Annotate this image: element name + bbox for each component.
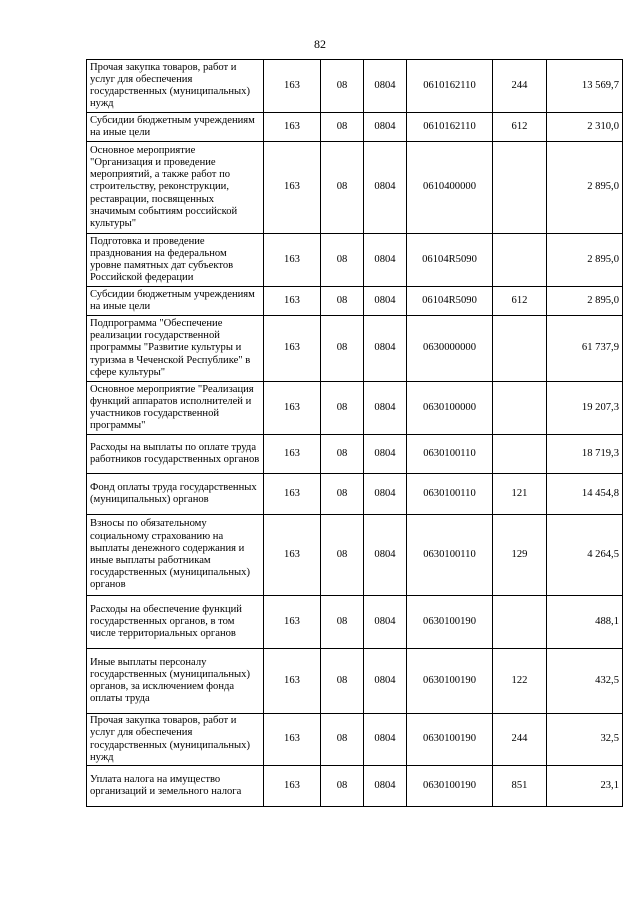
row-name: Взносы по обязательному социальному страхованию на выплаты денежного содержания и иные выплаты работникам государственных (муниципальных) органов (87, 515, 264, 596)
table-row (87, 649, 623, 714)
target-code: 0630100110 (407, 435, 493, 474)
section-code: 08 (321, 766, 364, 807)
target-code: 06104R5090 (407, 234, 493, 287)
admin-code: 163 (264, 287, 321, 316)
subsection-code: 0804 (364, 316, 407, 382)
row-name: Подготовка и проведение празднования на федеральном уровне памятных дат субъектов Российской федерации (87, 234, 264, 287)
admin-code: 163 (264, 474, 321, 515)
table-row (87, 435, 623, 474)
table-row (87, 596, 623, 649)
expense-type-code (493, 316, 547, 382)
table-row (87, 287, 623, 316)
subsection-code: 0804 (364, 60, 407, 113)
row-name: Основное мероприятие "Реализация функций аппаратов исполнителей и участников государственной программы" (87, 382, 264, 435)
amount: 61 737,9 (547, 316, 623, 382)
section-code: 08 (321, 382, 364, 435)
amount: 2 310,0 (547, 113, 623, 142)
target-code: 0630100110 (407, 515, 493, 596)
admin-code: 163 (264, 60, 321, 113)
expense-type-code (493, 596, 547, 649)
admin-code: 163 (264, 234, 321, 287)
target-code: 0630100190 (407, 714, 493, 766)
target-code: 0610162110 (407, 60, 493, 113)
admin-code: 163 (264, 316, 321, 382)
row-name: Основное мероприятие "Организация и проведение мероприятий, а также работ по строительству, реконструкции, реставрации, посвященных значимым событиям российской культуры" (87, 142, 264, 234)
target-code: 0630000000 (407, 316, 493, 382)
subsection-code: 0804 (364, 142, 407, 234)
section-code: 08 (321, 714, 364, 766)
row-name: Уплата налога на имущество организаций и земельного налога (87, 766, 264, 807)
subsection-code: 0804 (364, 474, 407, 515)
amount: 4 264,5 (547, 515, 623, 596)
admin-code: 163 (264, 113, 321, 142)
row-name: Прочая закупка товаров, работ и услуг для обеспечения государственных (муниципальных) нужд (87, 60, 264, 113)
section-code: 08 (321, 596, 364, 649)
amount: 432,5 (547, 649, 623, 714)
row-name: Расходы на обеспечение функций государственных органов, в том числе территориальных органов (87, 596, 264, 649)
admin-code: 163 (264, 714, 321, 766)
row-name: Фонд оплаты труда государственных (муниципальных) органов (87, 474, 264, 515)
subsection-code: 0804 (364, 234, 407, 287)
target-code: 0630100190 (407, 766, 493, 807)
table-row (87, 316, 623, 382)
admin-code: 163 (264, 596, 321, 649)
table-row (87, 142, 623, 234)
amount: 18 719,3 (547, 435, 623, 474)
table-row (87, 382, 623, 435)
amount: 23,1 (547, 766, 623, 807)
expense-type-code: 244 (493, 714, 547, 766)
amount: 2 895,0 (547, 142, 623, 234)
expense-type-code: 121 (493, 474, 547, 515)
amount: 488,1 (547, 596, 623, 649)
target-code: 0630100190 (407, 649, 493, 714)
subsection-code: 0804 (364, 766, 407, 807)
row-name: Субсидии бюджетным учреждениям на иные цели (87, 113, 264, 142)
target-code: 0630100000 (407, 382, 493, 435)
table-row (87, 234, 623, 287)
section-code: 08 (321, 474, 364, 515)
row-name: Субсидии бюджетным учреждениям на иные цели (87, 287, 264, 316)
table-row (87, 766, 623, 807)
subsection-code: 0804 (364, 113, 407, 142)
amount: 32,5 (547, 714, 623, 766)
subsection-code: 0804 (364, 435, 407, 474)
expense-type-code: 244 (493, 60, 547, 113)
section-code: 08 (321, 113, 364, 142)
subsection-code: 0804 (364, 649, 407, 714)
admin-code: 163 (264, 435, 321, 474)
subsection-code: 0804 (364, 382, 407, 435)
admin-code: 163 (264, 142, 321, 234)
row-name: Прочая закупка товаров, работ и услуг для обеспечения государственных (муниципальных) нужд (87, 714, 264, 766)
expense-type-code (493, 234, 547, 287)
budget-table (86, 59, 623, 807)
admin-code: 163 (264, 649, 321, 714)
target-code: 0610400000 (407, 142, 493, 234)
subsection-code: 0804 (364, 515, 407, 596)
amount: 13 569,7 (547, 60, 623, 113)
target-code: 06104R5090 (407, 287, 493, 316)
expense-type-code: 612 (493, 287, 547, 316)
section-code: 08 (321, 649, 364, 714)
amount: 2 895,0 (547, 287, 623, 316)
amount: 14 454,8 (547, 474, 623, 515)
expense-type-code (493, 142, 547, 234)
subsection-code: 0804 (364, 596, 407, 649)
table-row (87, 515, 623, 596)
expense-type-code: 851 (493, 766, 547, 807)
section-code: 08 (321, 142, 364, 234)
section-code: 08 (321, 316, 364, 382)
section-code: 08 (321, 515, 364, 596)
page-number: 82 (314, 37, 326, 51)
subsection-code: 0804 (364, 287, 407, 316)
amount: 19 207,3 (547, 382, 623, 435)
expense-type-code (493, 435, 547, 474)
expense-type-code: 129 (493, 515, 547, 596)
table-row (87, 60, 623, 113)
expense-type-code: 612 (493, 113, 547, 142)
table-row (87, 474, 623, 515)
admin-code: 163 (264, 515, 321, 596)
expense-type-code (493, 382, 547, 435)
admin-code: 163 (264, 382, 321, 435)
admin-code: 163 (264, 766, 321, 807)
section-code: 08 (321, 287, 364, 316)
section-code: 08 (321, 60, 364, 113)
row-name: Иные выплаты персоналу государственных (муниципальных) органов, за исключением фонда оплаты труда (87, 649, 264, 714)
section-code: 08 (321, 234, 364, 287)
table-row (87, 113, 623, 142)
subsection-code: 0804 (364, 714, 407, 766)
target-code: 0630100110 (407, 474, 493, 515)
row-name: Расходы на выплаты по оплате труда работников государственных органов (87, 435, 264, 474)
target-code: 0610162110 (407, 113, 493, 142)
target-code: 0630100190 (407, 596, 493, 649)
section-code: 08 (321, 435, 364, 474)
row-name: Подпрограмма "Обеспечение реализации государственной программы "Развитие культуры и туризма в Чеченской Республике" в сфере культуры" (87, 316, 264, 382)
expense-type-code: 122 (493, 649, 547, 714)
table-row (87, 714, 623, 766)
amount: 2 895,0 (547, 234, 623, 287)
